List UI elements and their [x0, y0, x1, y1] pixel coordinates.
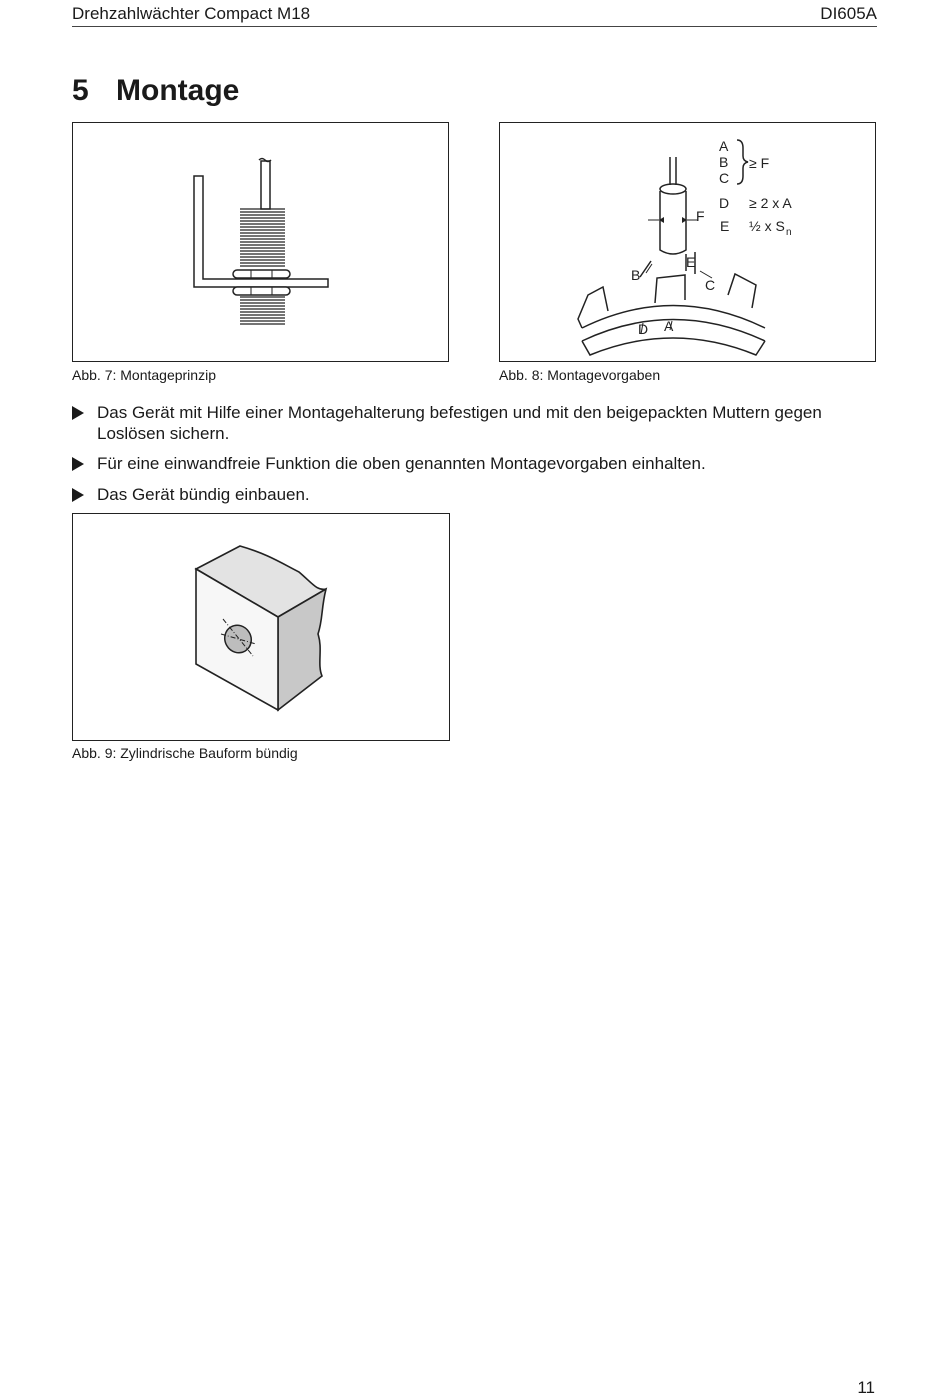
legend-d: D: [719, 195, 730, 211]
caption-fig7: Abb. 7: Montageprinzip: [72, 367, 216, 383]
label-f: F: [696, 208, 705, 224]
instruction-text-line: Das Gerät mit Hilfe einer Montagehalterung befestigen und mit den beigepackten Muttern gegen: [97, 403, 822, 422]
caption-fig9: Abb. 9: Zylindrische Bauform bündig: [72, 745, 298, 761]
bullet-arrow-icon: [72, 488, 84, 502]
label-e: E: [686, 254, 696, 270]
caption-fig8: Abb. 8: Montagevorgaben: [499, 367, 661, 383]
section-heading: [72, 74, 239, 108]
instruction-text-line: Das Gerät bündig einbauen.: [97, 485, 310, 504]
instruction-text-line: Loslösen sichern.: [97, 424, 230, 443]
instruction-item: [72, 453, 872, 474]
figure-mounting-requirements: [499, 122, 876, 362]
page-number: 11: [857, 1378, 875, 1397]
legend-b: B: [719, 154, 729, 170]
section-number: 5: [72, 74, 89, 107]
bullet-arrow-icon: [72, 406, 84, 420]
label-d: D: [638, 321, 649, 337]
instruction-item: [72, 484, 872, 505]
legend-half-sn: ½ x S: [749, 218, 785, 234]
legend-ge-2xa: ≥ 2 x A: [749, 195, 792, 211]
label-a: A: [664, 318, 674, 334]
legend-e: E: [720, 218, 730, 234]
flush-mount-drawing: [73, 514, 451, 742]
legend-c: C: [719, 170, 730, 186]
document-title: Drehzahlwächter Compact M18: [72, 4, 311, 23]
mounting-principle-drawing: [73, 123, 450, 363]
bullet-arrow-icon: [72, 457, 84, 471]
figure-flush-cylindrical: [72, 513, 450, 741]
mounting-requirements-drawing: [500, 123, 877, 363]
label-c: C: [705, 277, 716, 293]
document-id: DI605A: [820, 4, 877, 23]
label-b: B: [631, 267, 641, 283]
section-title: Montage: [116, 74, 240, 107]
instruction-text-line: Für eine einwandfreie Funktion die oben genannten Montagevorgaben einhalten.: [97, 454, 706, 473]
instruction-item: [72, 402, 872, 444]
legend-sn-subscript: n: [786, 227, 792, 238]
legend-ge-f: ≥ F: [749, 155, 770, 171]
page-header: [72, 4, 877, 27]
figure-mounting-principle: [72, 122, 449, 362]
legend-a: A: [719, 138, 729, 154]
